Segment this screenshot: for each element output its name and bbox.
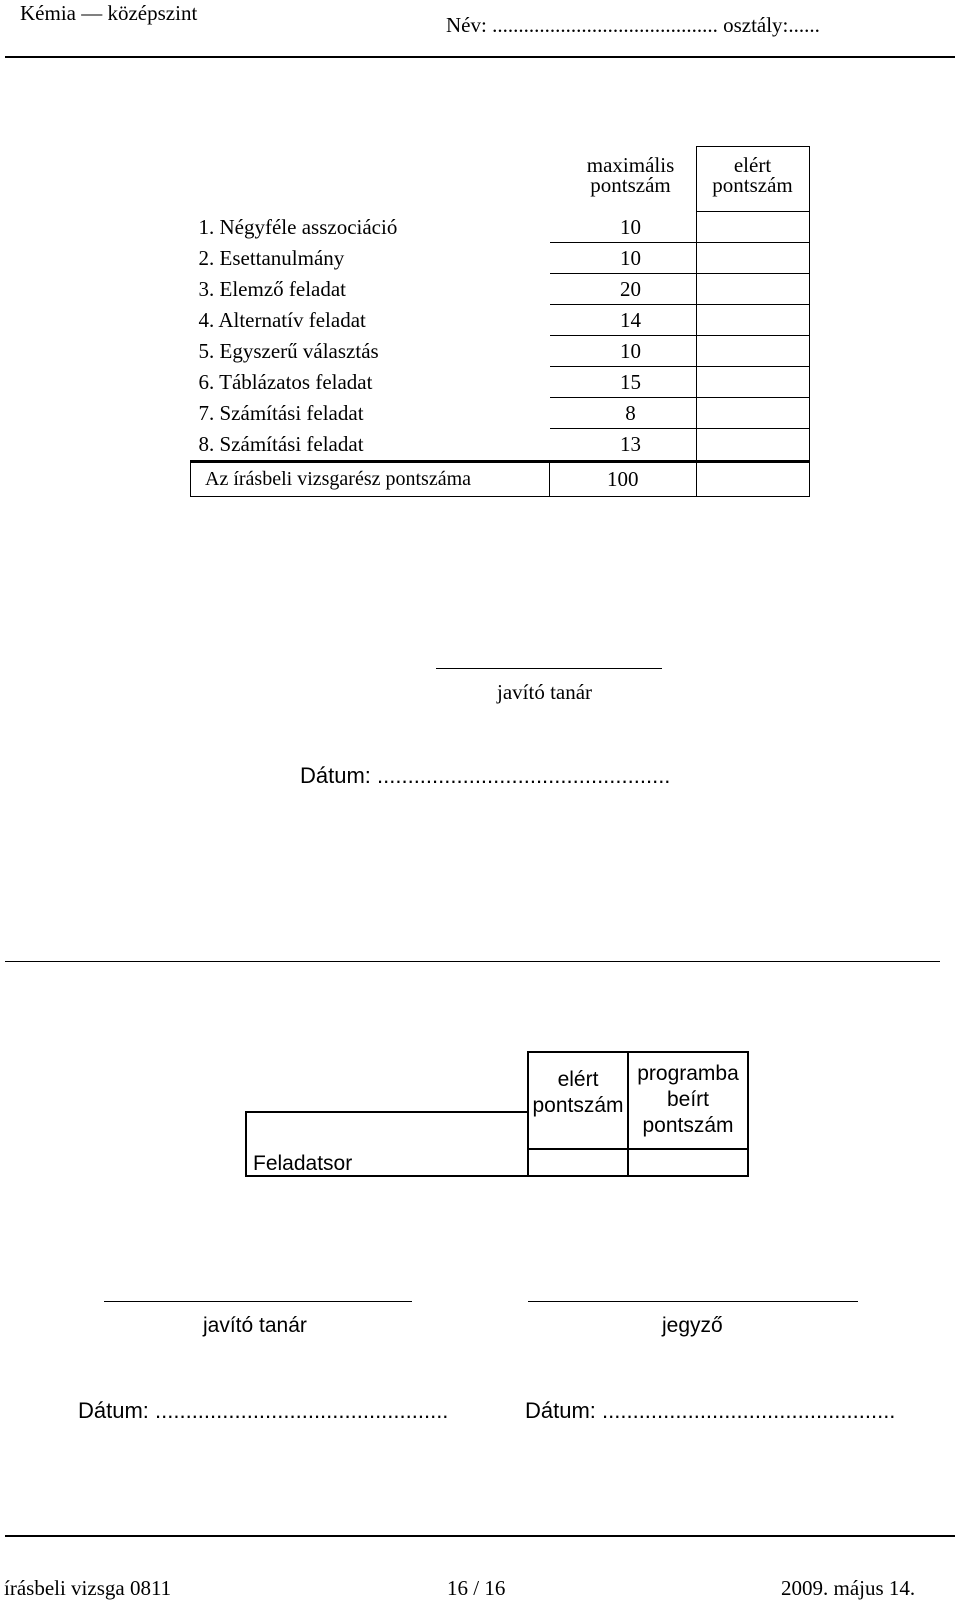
earned-points-cell[interactable] bbox=[696, 336, 809, 367]
earned-points-cell[interactable] bbox=[696, 243, 809, 274]
table-row bbox=[191, 305, 810, 336]
header-subject: Kémia — középszint bbox=[20, 1, 198, 25]
date-field[interactable]: Dátum: ................................................ bbox=[525, 1398, 896, 1423]
earned-points-cell[interactable] bbox=[696, 429, 809, 462]
date-field[interactable]: Dátum: ................................................ bbox=[78, 1398, 449, 1423]
earned-points-cell[interactable] bbox=[696, 274, 809, 305]
task-name: 1. Négyféle asszociáció bbox=[198, 215, 398, 239]
footer-page-number: 16 / 16 bbox=[447, 1576, 506, 1600]
table-row bbox=[191, 336, 810, 367]
task-max-points: 8 bbox=[550, 398, 697, 429]
task-name: 3. Elemző feladat bbox=[198, 277, 347, 301]
task-name: 8. Számítási feladat bbox=[198, 432, 364, 456]
earned-points-cell[interactable] bbox=[696, 305, 809, 336]
table-border bbox=[245, 1111, 247, 1177]
grader-label: javító tanár bbox=[497, 680, 593, 704]
earned-points-cell[interactable] bbox=[696, 212, 809, 243]
total-earned-cell[interactable] bbox=[696, 461, 809, 496]
score-table-header bbox=[191, 147, 810, 212]
table-row bbox=[191, 398, 810, 429]
total-max-points: 100 bbox=[550, 461, 697, 496]
signature-line[interactable] bbox=[528, 1301, 858, 1302]
table-border bbox=[245, 1111, 528, 1113]
task-max-points: 10 bbox=[550, 212, 697, 243]
earned-points-cell[interactable] bbox=[696, 367, 809, 398]
footer-date: 2009. május 14. bbox=[781, 1576, 916, 1600]
task-max-points: 15 bbox=[550, 367, 697, 398]
notary-label: jegyző bbox=[662, 1314, 723, 1337]
score-table bbox=[190, 146, 810, 497]
total-row bbox=[191, 461, 810, 496]
task-max-points: 10 bbox=[550, 243, 697, 274]
table-row bbox=[191, 274, 810, 305]
footer-exam: írásbeli vizsga 0811 bbox=[4, 1576, 172, 1600]
task-name: 4. Alternatív feladat bbox=[198, 308, 366, 332]
table-row bbox=[191, 212, 810, 243]
signature-line[interactable] bbox=[104, 1301, 412, 1302]
task-name: 2. Esettanulmány bbox=[198, 246, 345, 270]
table-row bbox=[191, 429, 810, 462]
task-max-points: 10 bbox=[550, 336, 697, 367]
grader-label: javító tanár bbox=[203, 1314, 307, 1337]
task-name: 5. Egyszerű választás bbox=[198, 339, 379, 363]
task-set-label: Feladatsor bbox=[253, 1152, 353, 1175]
table-row bbox=[191, 243, 810, 274]
max-points-header: maximális pontszám bbox=[586, 152, 675, 197]
table-border bbox=[527, 1148, 748, 1150]
header-rule bbox=[5, 56, 955, 58]
header-name-class: Név: ........................................... osztály:...... bbox=[446, 13, 820, 37]
table-border bbox=[527, 1051, 748, 1053]
signature-line[interactable] bbox=[436, 668, 662, 669]
task-max-points: 14 bbox=[550, 305, 697, 336]
task-max-points: 13 bbox=[620, 432, 641, 457]
task-max-points: 20 bbox=[550, 274, 697, 305]
entered-points-header: programba beírt pontszám bbox=[637, 1062, 739, 1137]
task-name: 6. Táblázatos feladat bbox=[198, 370, 373, 394]
earned-points-cell[interactable] bbox=[696, 398, 809, 429]
summary-table bbox=[245, 1051, 748, 1177]
total-label: Az írásbeli vizsgarész pontszáma bbox=[191, 461, 550, 496]
table-row bbox=[191, 367, 810, 398]
footer-rule bbox=[5, 1535, 955, 1537]
date-field[interactable]: Dátum: ................................................ bbox=[300, 763, 671, 788]
earned-points-header: elért pontszám bbox=[696, 147, 809, 212]
section-divider bbox=[5, 961, 940, 962]
task-name: 7. Számítási feladat bbox=[198, 401, 364, 425]
header-empty-cell bbox=[191, 147, 550, 212]
earned-points-header: elért pontszám bbox=[532, 1068, 624, 1117]
